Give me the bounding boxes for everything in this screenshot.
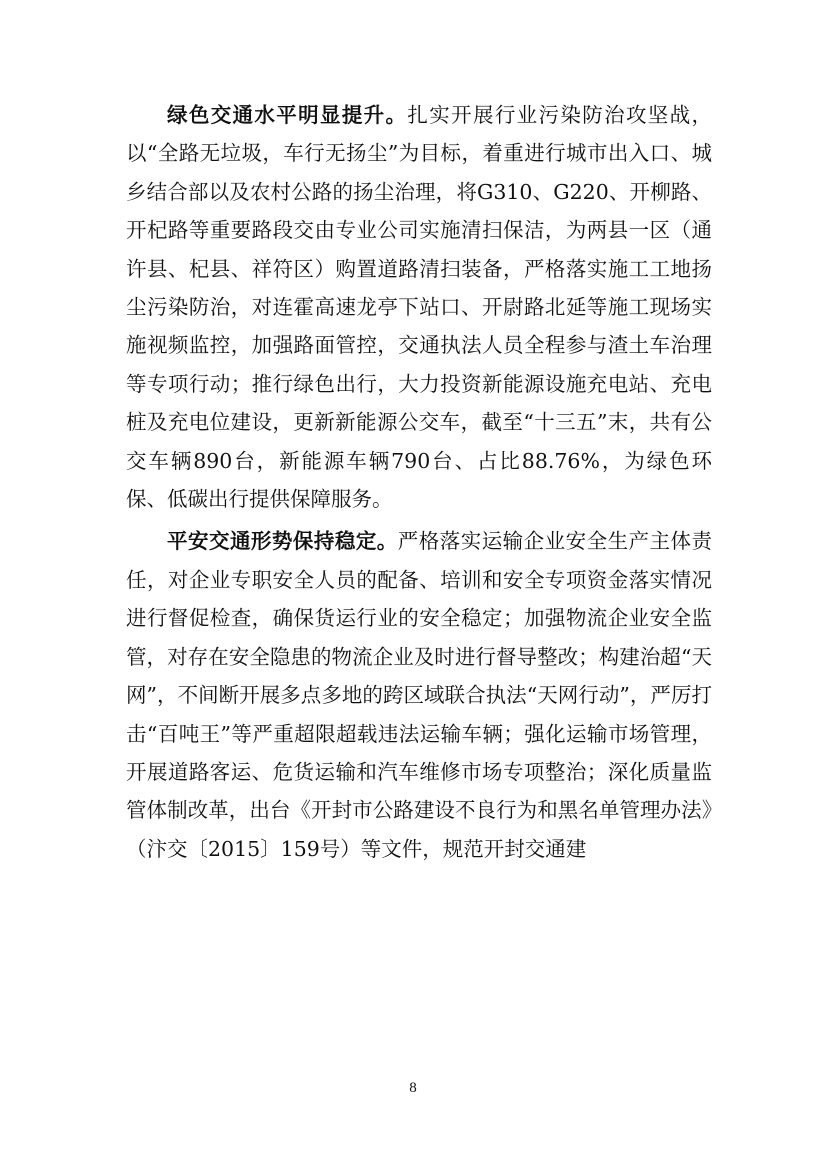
document-body	[126, 96, 712, 872]
page-number: 8	[409, 1080, 417, 1096]
paragraph-green-transport	[126, 96, 712, 518]
paragraph-safe-transport	[126, 522, 712, 868]
paragraph-body-text: 严格落实运输企业安全生产主体责任，对企业专职安全人员的配备、培训和安全专项资金落实情况进行督促检查，确保货运行业的安全稳定；加强物流企业安全监管，对存在安全隐患的物流企业及时进行督导整改；构建治超“天网”，不间断开展多点多地的跨区域联合执法“天网行动”，严厉打击“百吨王”等严重超限超载违法运输车辆；强化运输市场管理，开展道路客运、危货运输和汽车维修市场专项整治；深化质量监管体制改革，出台《开封市公路建设不良行为和黑名单管理办法》（汴交〔2015〕159号）等文件，规范开封交通建	[126, 529, 713, 861]
paragraph-body-text: 扎实开展行业污染防治攻坚战，以“全路无垃圾，车行无扬尘”为目标，着重进行城市出入口、城乡结合部以及农村公路的扬尘治理，将G310、G220、开柳路、开杞路等重要路段交由专业公司实施清扫保洁，为两县一区（通许县、杞县、祥符区）购置道路清扫装备，严格落实施工工地扬尘污染防治，对连霍高速龙亭下站口、开尉路北延等施工现场实施视频监控，加强路面管控，交通执法人员全程参与渣土车治理等专项行动；推行绿色出行，大力投资新能源设施充电站、充电桩及充电位建设，更新新能源公交车，截至“十三五”末，共有公交车辆890台，新能源车辆790台、占比88.76%，为绿色环保、低碳出行提供保障服务。	[126, 103, 713, 512]
paragraph-lead-heading: 绿色交通水平明显提升。	[167, 103, 408, 127]
paragraph-lead-heading: 平安交通形势保持稳定。	[167, 529, 398, 554]
